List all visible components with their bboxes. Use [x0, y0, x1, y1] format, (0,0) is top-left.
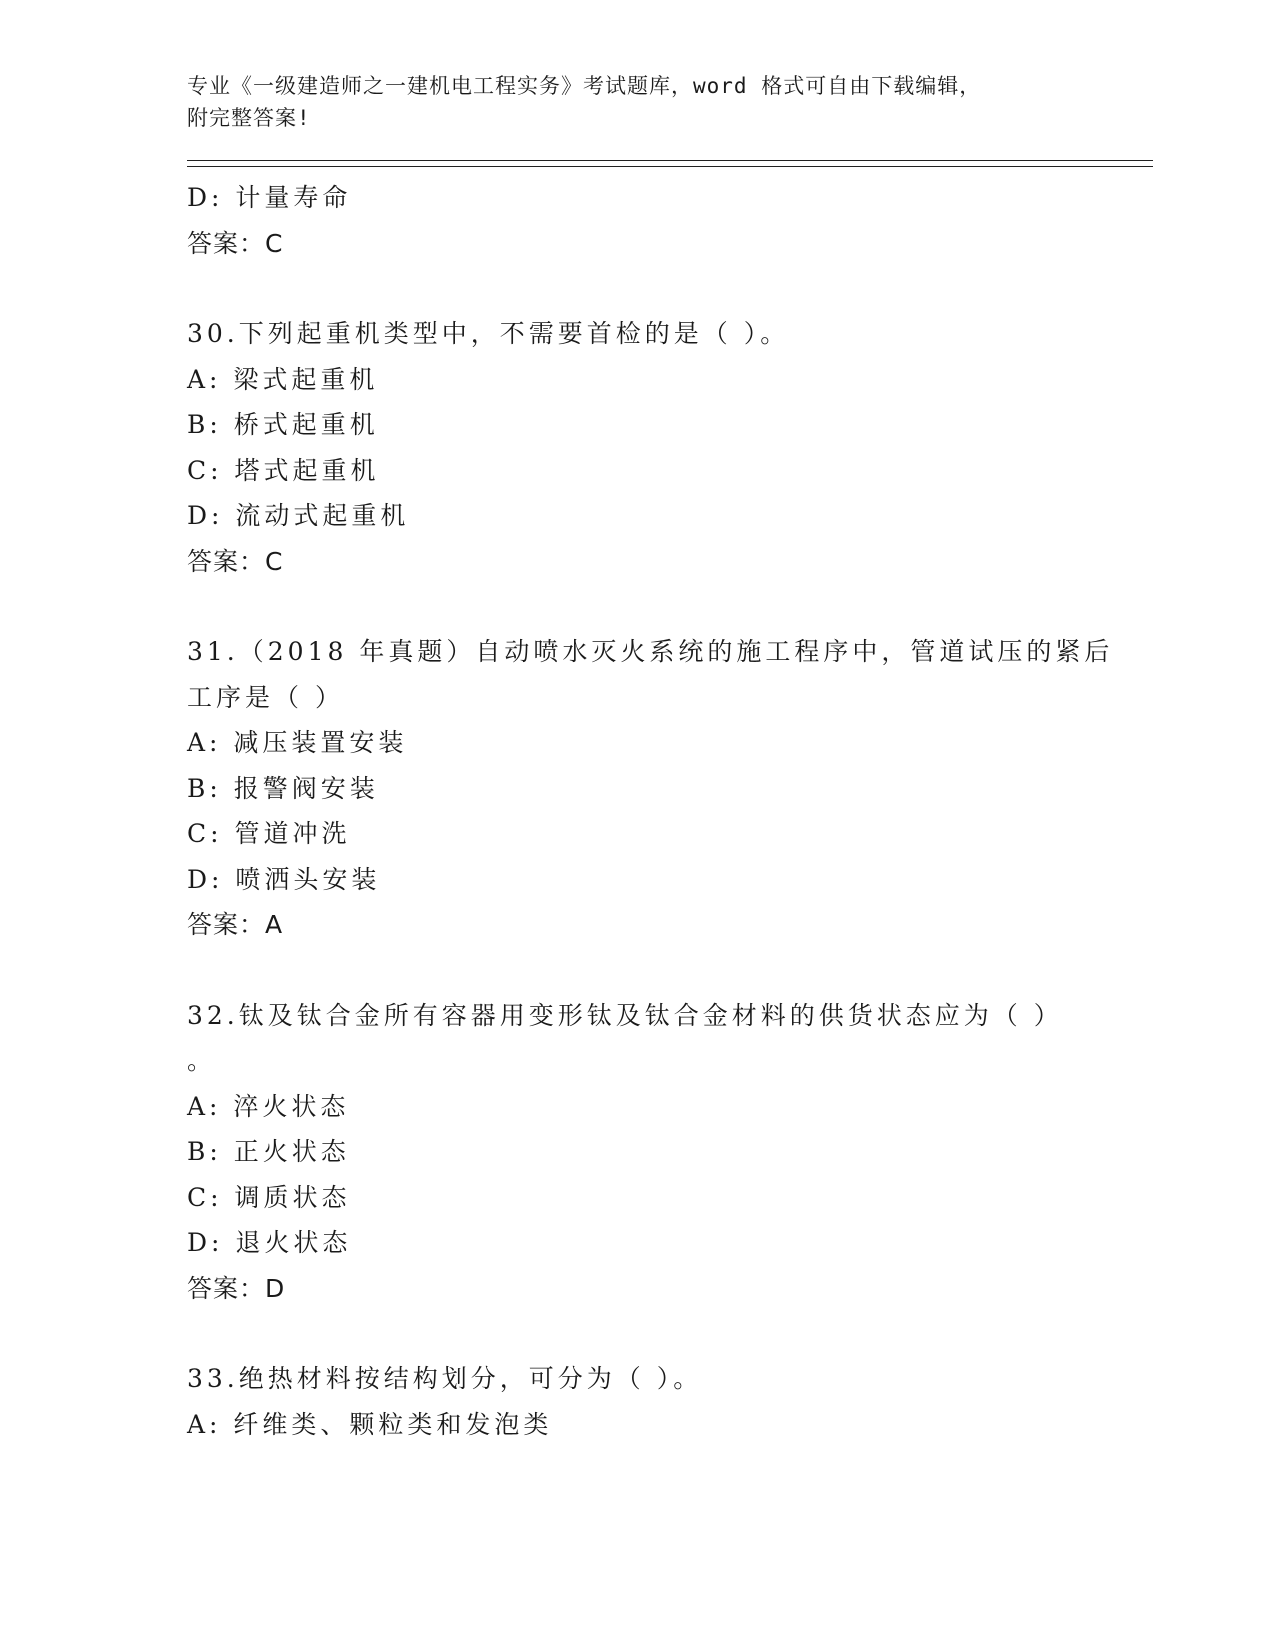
spacer	[187, 948, 1153, 993]
header-double-rule	[187, 160, 1153, 167]
question-31	[187, 629, 1153, 948]
spacer	[187, 266, 1153, 311]
previous-question-tail	[187, 175, 1153, 266]
question-stem: 32.钛及钛合金所有容器用变形钛及钛合金材料的供货状态应为（ ）	[187, 1000, 1063, 1030]
question-list	[187, 175, 1153, 1447]
spacer	[187, 584, 1153, 629]
option-c: C: 管道冲洗	[187, 819, 351, 848]
document-page	[187, 70, 1153, 1447]
answer-line: 答案：C	[187, 546, 284, 576]
option-d: D: 计量寿命	[187, 183, 352, 212]
spacer	[187, 1311, 1153, 1356]
option-d: D: 喷洒头安装	[187, 864, 381, 894]
answer-line: 答案：A	[187, 910, 284, 939]
option-b: B: 桥式起重机	[187, 410, 379, 439]
question-33	[187, 1356, 1153, 1447]
question-32	[187, 993, 1153, 1312]
option-d: D: 退火状态	[187, 1228, 352, 1257]
option-a: A: 纤维类、颗粒类和发泡类	[187, 1409, 553, 1439]
document-header	[187, 70, 1153, 134]
question-stem-continued: 。	[187, 1046, 217, 1075]
answer-line: 答案：C	[187, 228, 284, 258]
option-a: A: 减压装置安装	[187, 728, 408, 757]
option-c: C: 塔式起重机	[187, 455, 380, 485]
header-line-2: 附完整答案!	[187, 106, 311, 130]
header-line-1: 专业《一级建造师之一建机电工程实务》考试题库，word 格式可自由下载编辑，	[187, 74, 982, 98]
answer-line: 答案：D	[187, 1273, 286, 1303]
option-b: B: 报警阀安装	[187, 773, 379, 803]
option-d: D: 流动式起重机	[187, 501, 410, 530]
question-stem: 30.下列起重机类型中，不需要首检的是（ ）。	[187, 319, 790, 348]
option-a: A: 梁式起重机	[187, 364, 379, 394]
question-stem: 31.（2018 年真题）自动喷水灭火系统的施工程序中，管道试压的紧后	[187, 637, 1114, 666]
question-30	[187, 311, 1153, 584]
question-stem-continued: 工序是（ ）	[187, 682, 344, 712]
option-a: A: 淬火状态	[187, 1091, 350, 1121]
option-c: C: 调质状态	[187, 1182, 351, 1212]
question-stem: 33.绝热材料按结构划分，可分为（ ）。	[187, 1364, 703, 1393]
option-b: B: 正火状态	[187, 1137, 350, 1166]
